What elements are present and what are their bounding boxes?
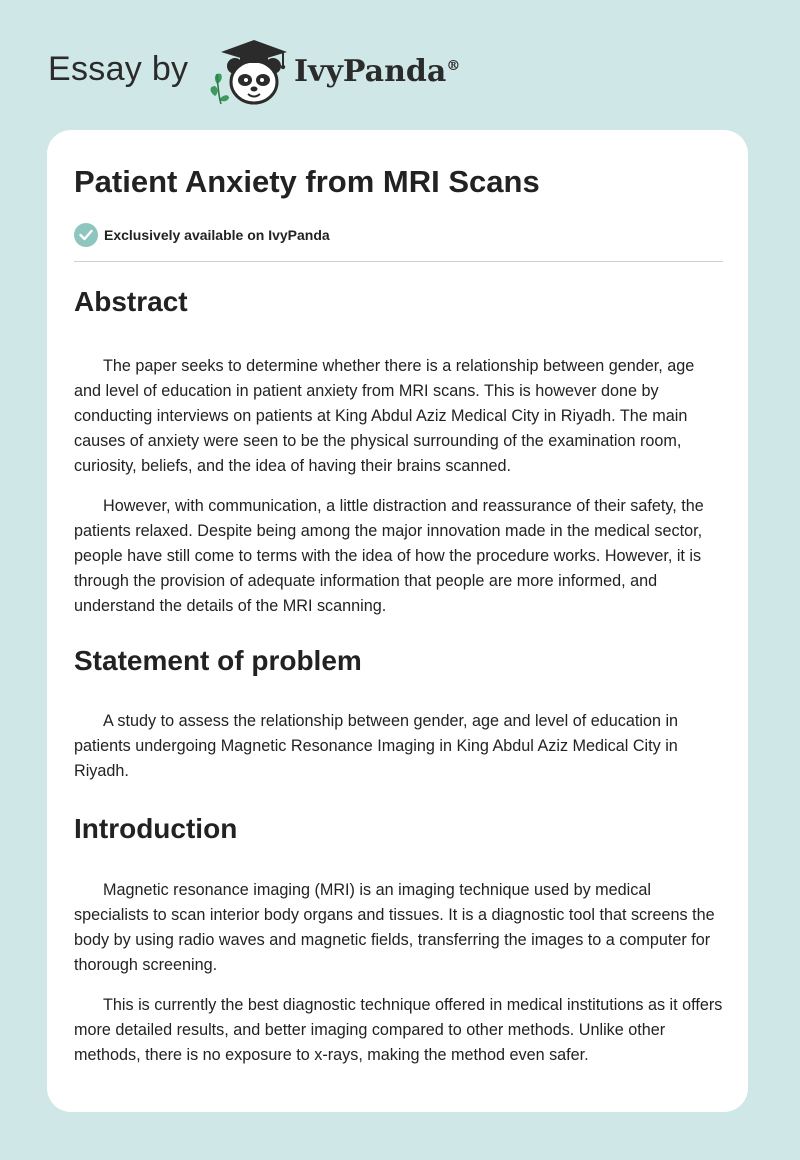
badge-text: Exclusively available on IvyPanda — [104, 227, 330, 243]
paragraph: The paper seeks to determine whether there is a relationship between gender, age and level of education in patient anxiety from MRI scans. This is however done by conducting interviews on patients at King Abdul Aziz Medical City in Riyadh. The main causes of anxiety were seen to be the physical surrounding of the examination room, curiosity, beliefs, and the idea of having their brains scanned. — [74, 357, 695, 475]
panda-graduate-logo-icon[interactable] — [203, 36, 293, 108]
article-body — [74, 280, 724, 1068]
brand-name[interactable]: IvyPanda® — [294, 54, 461, 89]
paragraph: A study to assess the relationship between gender, age and level of education in patients undergoing Magnetic Resonance Imaging in King Abdul Aziz Medical City in Riyadh. — [74, 712, 679, 780]
page-title: Patient Anxiety from MRI Scans — [74, 164, 540, 199]
site-header — [48, 36, 508, 108]
essay-card — [47, 130, 748, 1112]
divider — [74, 261, 723, 262]
paragraph: Magnetic resonance imaging (MRI) is an imaging technique used by medical specialists to scan interior body organs and tissues. It is a diagnostic tool that screens the body by using radio waves and magnetic fields, transferring the images to a computer for thorough screening. — [74, 881, 715, 974]
section-heading-statement-of-problem: Statement of problem — [74, 645, 362, 676]
section-heading-abstract: Abstract — [74, 286, 188, 317]
check-circle-icon — [74, 223, 98, 247]
paragraph: However, with communication, a little distraction and reassurance of their safety, the patients relaxed. Despite being among the major innovation made in the medical sector, people have still come to terms with the idea of how the procedure works. However, it is through the provision of adequate information that people are more informed, and understand the details of the MRI scanning. — [74, 497, 704, 615]
section-heading-introduction: Introduction — [74, 813, 238, 844]
essay-by-label: Essay by — [48, 50, 189, 88]
exclusive-badge — [74, 222, 330, 248]
paragraph: This is currently the best diagnostic technique offered in medical institutions as it offers more detailed results, and better imaging compared to other methods. Unlike other methods, there is no exposure to x-rays, making the method even safer. — [74, 996, 723, 1064]
